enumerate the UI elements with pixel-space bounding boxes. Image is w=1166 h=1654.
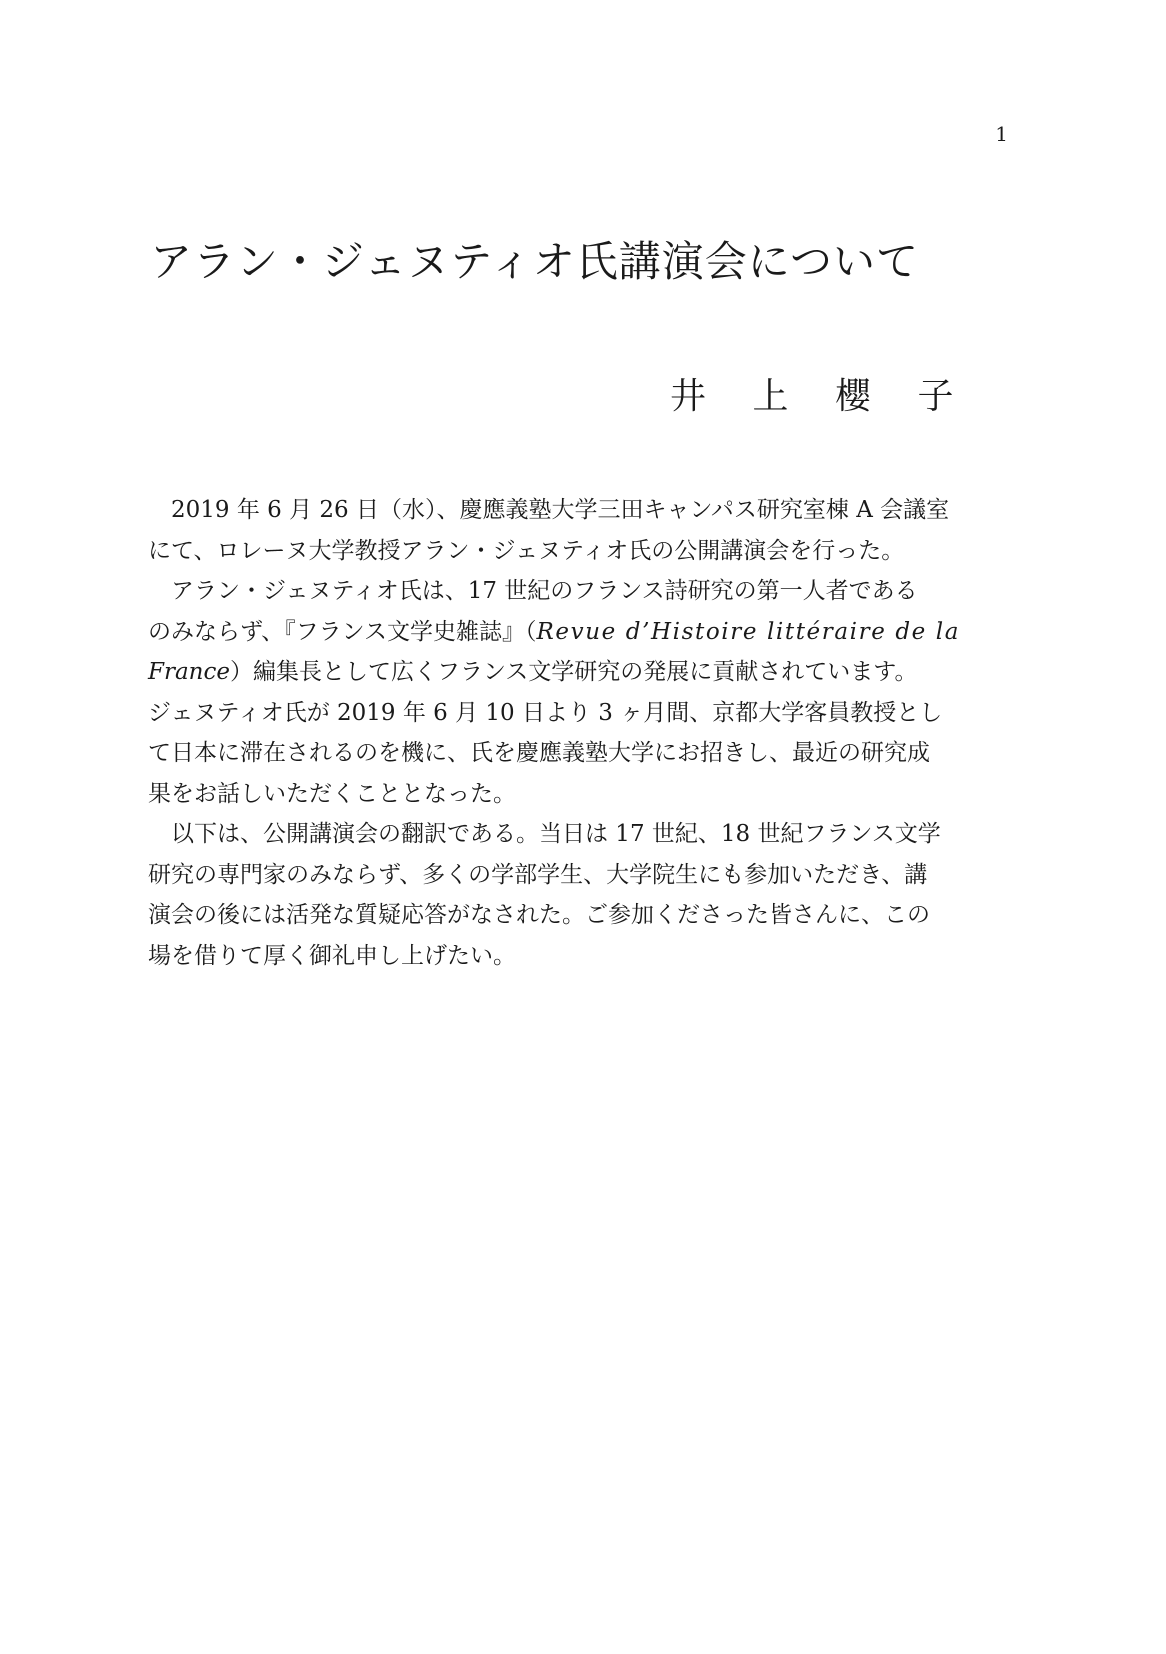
text-line: [148, 652, 1018, 693]
journal-title-italic: Revue d’Histoire littéraire de la: [536, 618, 961, 645]
text-line: 以下は、公開講演会の翻訳である。当日は 17 世紀、18 世紀フランス文学: [171, 821, 941, 847]
page-number: 1: [995, 122, 1008, 146]
author-char: 井: [670, 376, 707, 417]
journal-title-italic: France: [148, 659, 230, 685]
text-line: 場を借りて厚く御礼申し上げたい。: [148, 942, 516, 969]
text-line: アラン・ジェヌティオ氏は、17 世紀のフランス詩研究の第一人者である: [171, 578, 918, 604]
text-line: て日本に滞在されるのを機に、氏を慶應義塾大学にお招きし、最近の研究成: [148, 740, 930, 766]
text-line: 演会の後には活発な質疑応答がなされた。ご参加くださった皆さんに、この: [148, 902, 930, 928]
text-line: 研究の専門家のみならず、多くの学部学生、大学院生にも参加いただき、講: [148, 861, 928, 888]
text-line: [148, 612, 1018, 653]
text-line: 果をお話しいただくこととなった。: [148, 780, 516, 807]
text-line: にて、ロレーヌ大学教授アラン・ジェヌティオ氏の公開講演会を行った。: [148, 537, 905, 564]
paragraph-1: [148, 490, 1018, 571]
paragraph-2: [148, 571, 1018, 814]
author-char: 上: [752, 376, 790, 417]
author-char: 子: [917, 376, 955, 417]
paragraph-3: [148, 814, 1018, 976]
text-line: ジェヌティオ氏が 2019 年 6 月 10 日より 3 ヶ月間、京都大学客員教授とし: [148, 699, 943, 726]
author-char: 櫻: [835, 376, 872, 417]
page-title: アラン・ジェヌティオ氏講演会について: [150, 237, 919, 286]
author-name: [670, 372, 1030, 422]
text-segment: ）編集長として広くフランス文学研究の発展に貢献されています。: [229, 659, 918, 685]
text-segment: のみならず、『フランス文学史雑誌』（: [148, 618, 537, 645]
text-line: 2019 年 6 月 26 日（水）、慶應義塾大学三田キャンパス研究室棟 A 会議室: [171, 497, 950, 523]
body-text: [148, 490, 1018, 976]
